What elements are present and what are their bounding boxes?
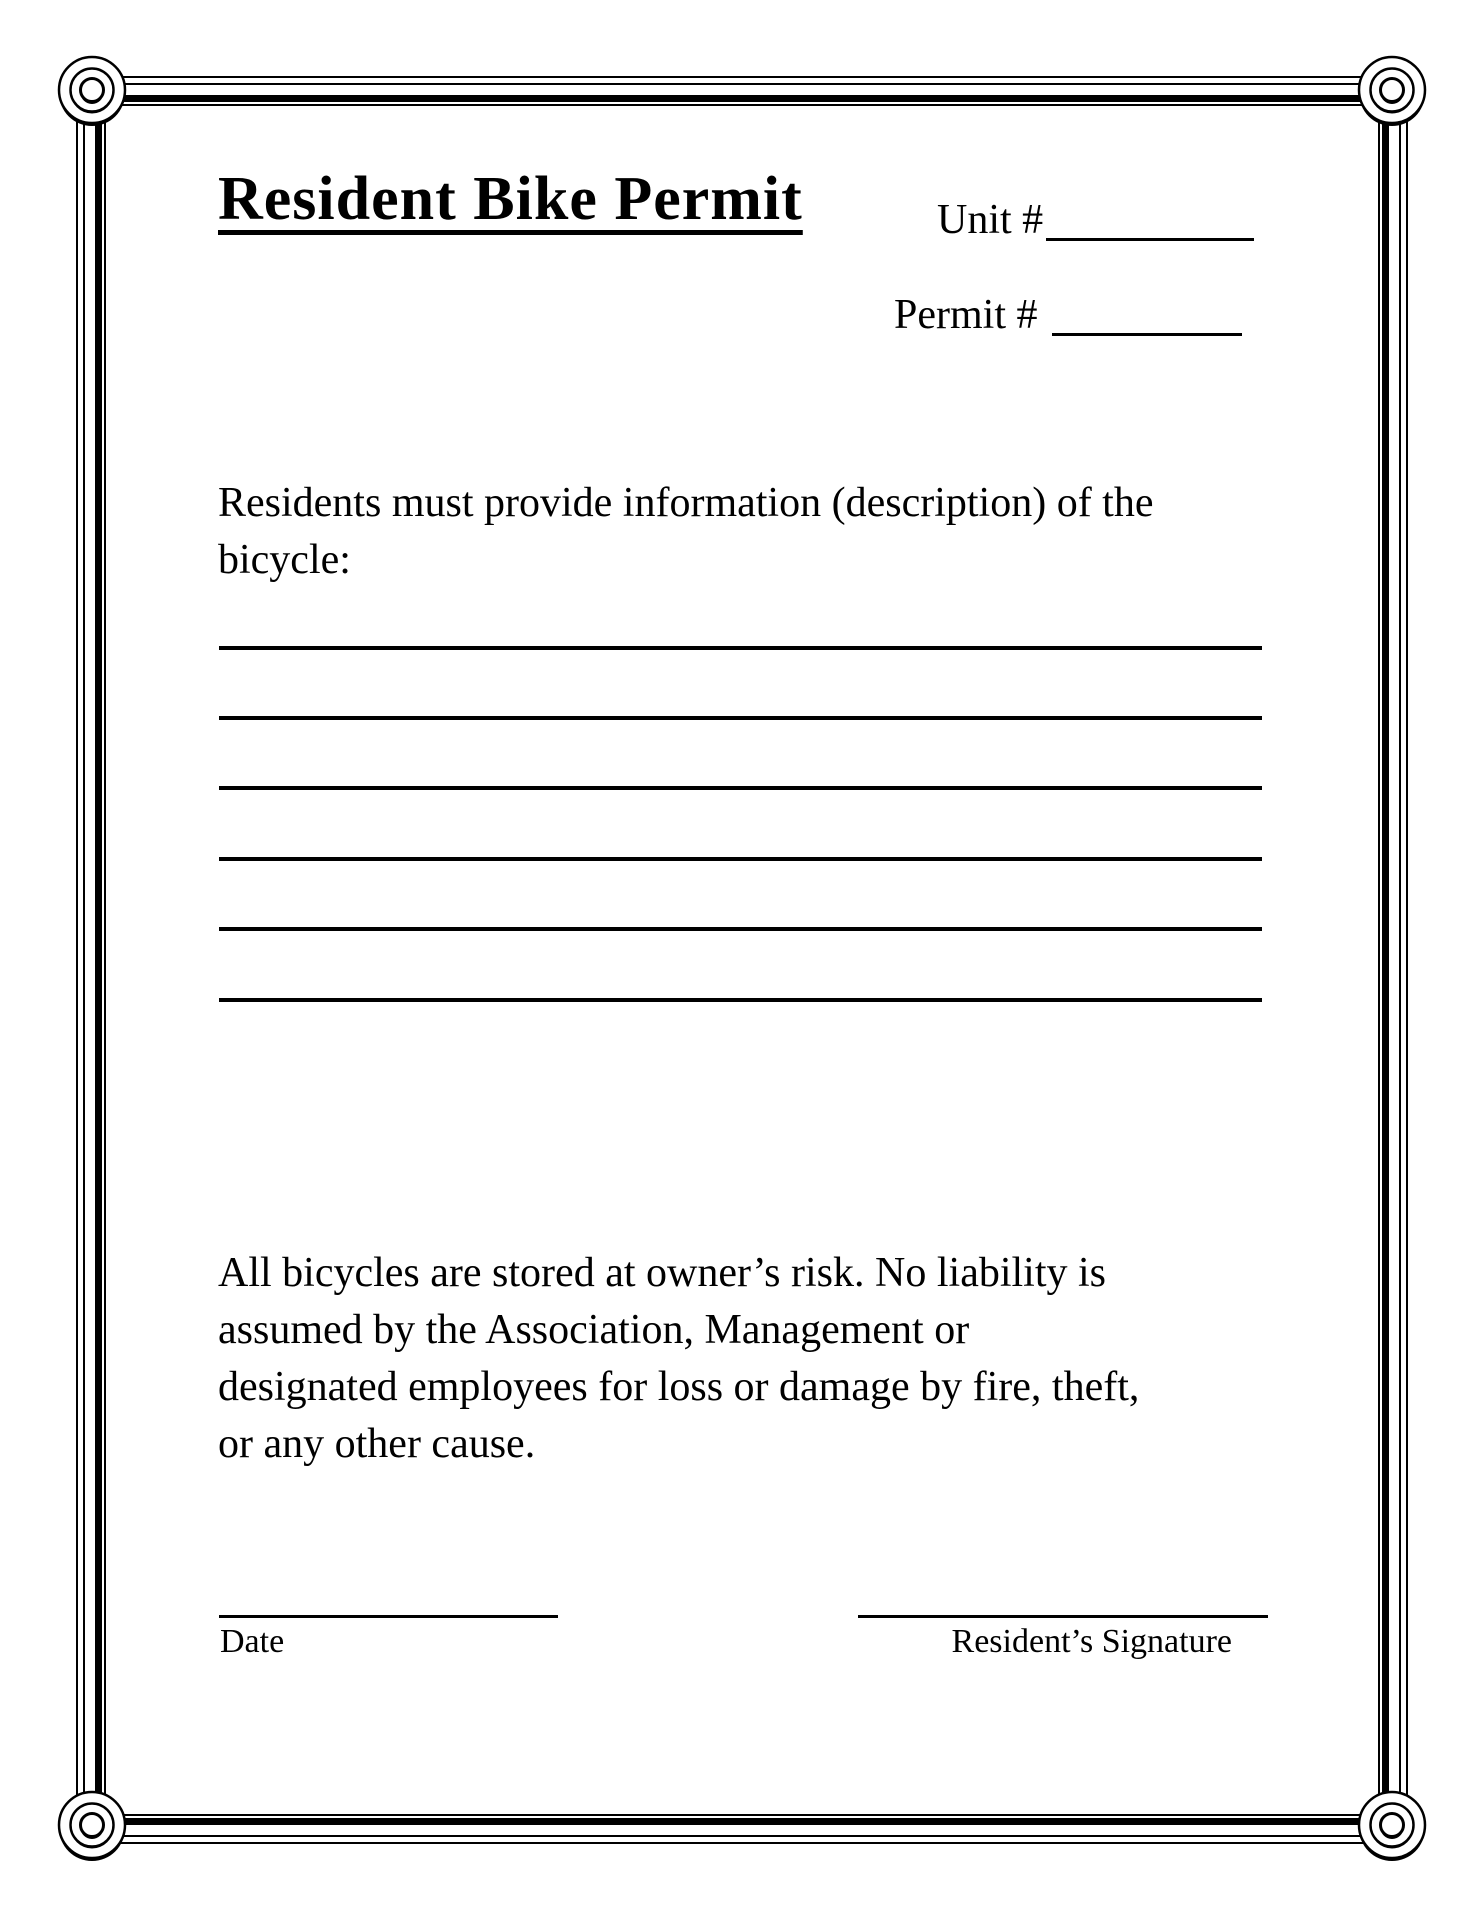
liability-line-2: assumed by the Association, Management or — [218, 1307, 970, 1353]
page-title: Resident Bike Permit — [218, 165, 803, 233]
page-border-thick — [95, 95, 1389, 1825]
permit-blank-line[interactable] — [1052, 293, 1242, 336]
writing-line[interactable] — [219, 646, 1262, 650]
liability-paragraph — [218, 1245, 1139, 1473]
writing-line[interactable] — [219, 857, 1262, 861]
page-border-outer-thin — [76, 76, 1408, 1844]
corner-grommet-icon — [50, 1783, 134, 1867]
permit-number-field — [894, 293, 1242, 336]
permit-label: Permit # — [894, 292, 1038, 338]
writing-line[interactable] — [219, 927, 1262, 931]
page-border-inner-thin — [104, 104, 1380, 1816]
liability-line-1: All bicycles are stored at owner’s risk. No liability is — [218, 1250, 1107, 1296]
unit-blank-line[interactable] — [1046, 198, 1254, 241]
writing-line[interactable] — [219, 786, 1262, 790]
corner-grommet-icon — [50, 48, 134, 132]
writing-line[interactable] — [219, 998, 1262, 1002]
intro-line-1: Residents must provide information (description) of the — [218, 480, 1154, 526]
writing-line[interactable] — [219, 716, 1262, 720]
page-border-second-thin — [83, 83, 1401, 1837]
signature-blank-line[interactable] — [858, 1615, 1268, 1618]
unit-label: Unit # — [937, 197, 1044, 243]
corner-grommet-icon — [1350, 1783, 1434, 1867]
intro-paragraph — [218, 475, 1153, 589]
liability-line-3: designated employees for loss or damage by fire, theft, — [218, 1364, 1140, 1410]
signature-label: Resident’s Signature — [951, 1623, 1232, 1660]
intro-line-2: bicycle: — [218, 537, 351, 583]
liability-line-4: or any other cause. — [218, 1421, 536, 1467]
date-label: Date — [220, 1623, 285, 1660]
unit-number-field — [937, 198, 1254, 241]
corner-grommet-icon — [1350, 48, 1434, 132]
date-blank-line[interactable] — [219, 1615, 558, 1618]
